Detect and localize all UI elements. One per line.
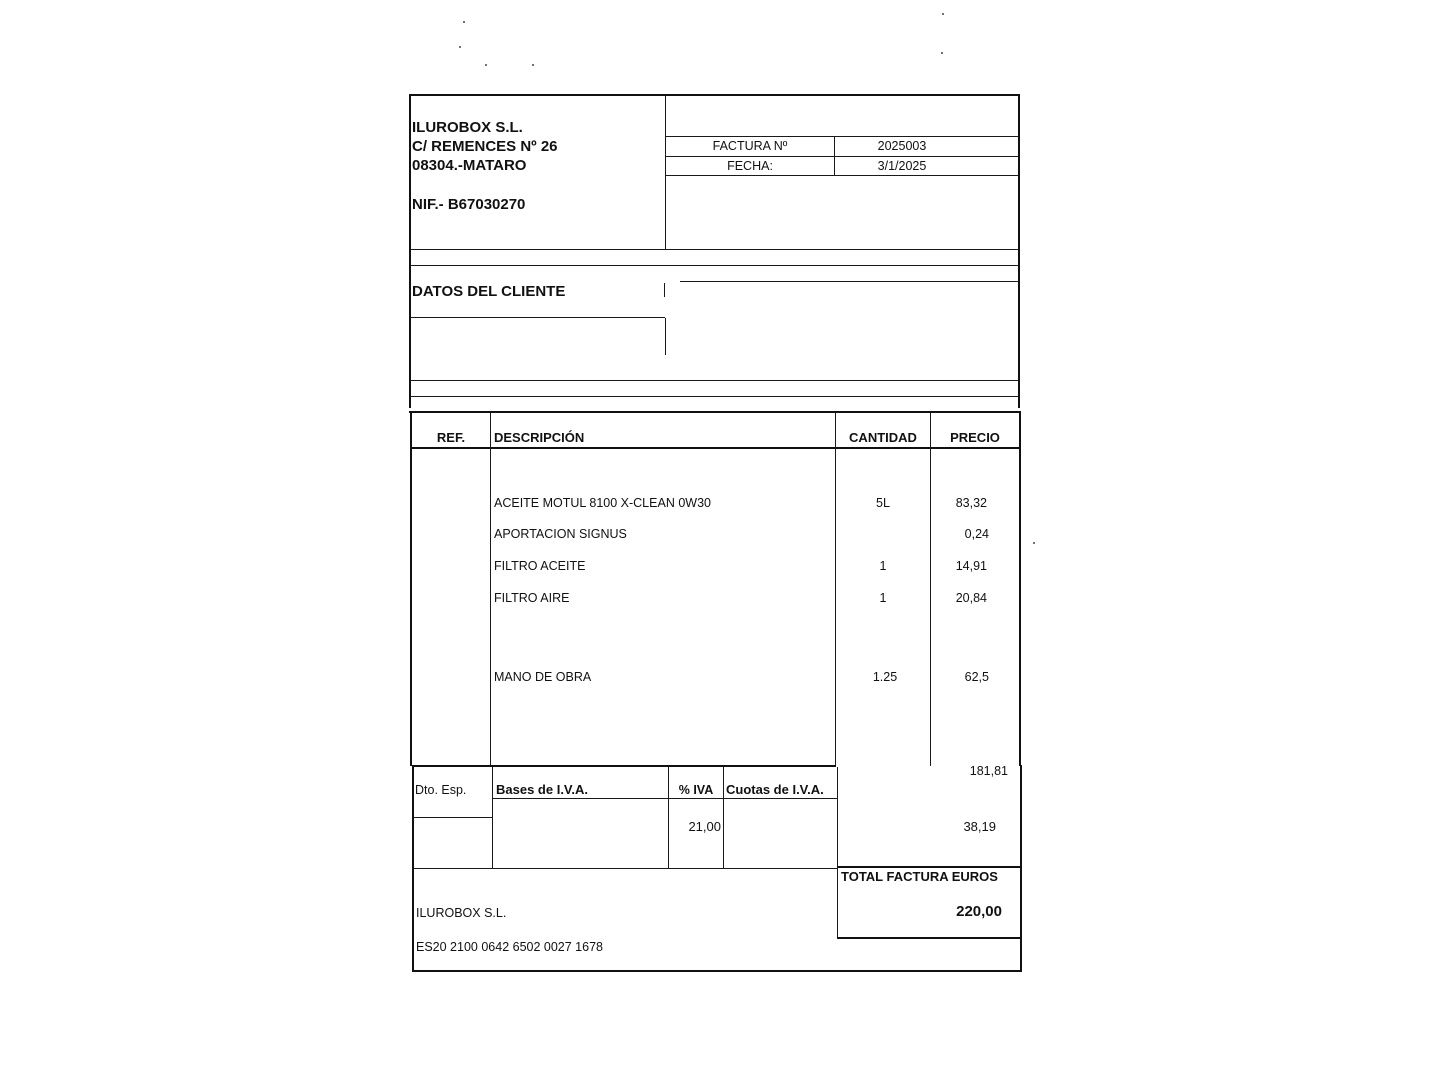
scan-speck	[459, 46, 461, 48]
scan-speck	[1033, 542, 1035, 544]
col-divider-qty	[930, 413, 931, 766]
scan-speck	[485, 64, 487, 66]
row-price: 14,91	[955, 559, 987, 573]
footer-company: ILUROBOX S.L.	[416, 906, 507, 920]
header-description: DESCRIPCIÓN	[494, 430, 585, 445]
quotas-label: Cuotas de I.V.A.	[726, 782, 824, 797]
invoice-number: 2025003	[877, 139, 927, 153]
header-price: PRECIO	[950, 430, 1000, 445]
invoice-number-label: FACTURA Nº	[712, 139, 788, 153]
header-ref: REF.	[436, 430, 466, 445]
rate-label: % IVA	[678, 783, 714, 797]
row-quantity: 1	[879, 591, 887, 605]
table-left	[410, 411, 412, 766]
invoice-box-line	[665, 175, 1018, 176]
tax-divider	[492, 767, 493, 868]
total-box-top	[838, 866, 1022, 868]
tax-header-bottom	[493, 798, 837, 799]
row-quantity: 5L	[876, 496, 890, 510]
discount-line	[414, 817, 492, 818]
border-top	[409, 94, 1020, 96]
row-price: 0,24	[964, 527, 989, 541]
invoice-box-divider	[834, 136, 835, 175]
col-divider-ref	[490, 413, 491, 766]
total-label: TOTAL FACTURA EUROS	[841, 869, 998, 884]
scan-speck	[941, 52, 943, 54]
client-heading: DATOS DEL CLIENTE	[412, 283, 566, 300]
row-description: APORTACION SIGNUS	[494, 527, 627, 541]
row-price: 62,5	[964, 670, 989, 684]
header-divider	[665, 96, 666, 250]
tax-top	[412, 765, 836, 767]
tax-divider	[723, 767, 724, 868]
scan-speck	[463, 21, 465, 23]
row-price: 83,32	[955, 496, 987, 510]
client-line	[411, 317, 665, 318]
client-tick	[664, 283, 665, 297]
border-right	[1018, 94, 1020, 408]
row-description: FILTRO ACEITE	[494, 559, 586, 573]
invoice-date: 3/1/2025	[877, 159, 927, 173]
row-price: 20,84	[955, 591, 987, 605]
invoice-box-line	[665, 136, 1018, 137]
total-amount: 220,00	[956, 903, 1002, 920]
row-description: FILTRO AIRE	[494, 591, 570, 605]
invoice-date-label: FECHA:	[727, 159, 773, 173]
header-quantity: CANTIDAD	[849, 430, 917, 445]
vat-rate: 21,00	[688, 819, 721, 834]
company-nif: NIF.- B67030270	[412, 196, 526, 213]
client-divider	[665, 318, 666, 355]
scan-speck	[942, 13, 944, 15]
tax-right	[1020, 765, 1022, 972]
document-bottom	[412, 970, 1022, 972]
section-line	[411, 249, 1018, 250]
tax-divider	[837, 767, 838, 939]
invoice-box-line	[665, 156, 1018, 157]
row-quantity: 1.25	[872, 670, 898, 684]
company-city: 08304.-MATARO	[412, 157, 527, 174]
table-right	[1019, 411, 1021, 766]
footer-iban: ES20 2100 0642 6502 0027 1678	[416, 940, 603, 954]
discount-label: Dto. Esp.	[415, 783, 467, 797]
subtotal: 181,81	[969, 764, 1008, 778]
row-description: MANO DE OBRA	[494, 670, 592, 684]
company-street: C/ REMENCES Nº 26	[412, 138, 558, 155]
total-box-bottom	[838, 937, 1022, 939]
section-line	[411, 380, 1018, 381]
bases-label: Bases de I.V.A.	[496, 782, 589, 797]
col-divider-desc	[835, 413, 836, 766]
vat-amount: 38,19	[963, 819, 996, 834]
row-quantity: 1	[879, 559, 887, 573]
section-line	[411, 396, 1018, 397]
scan-speck	[532, 64, 534, 66]
company-name: ILUROBOX S.L.	[412, 119, 523, 136]
section-line	[411, 265, 1018, 266]
row-description: ACEITE MOTUL 8100 X-CLEAN 0W30	[494, 496, 711, 510]
tax-bottom	[414, 868, 838, 869]
client-box-line	[680, 281, 1018, 282]
border-left	[409, 94, 411, 408]
